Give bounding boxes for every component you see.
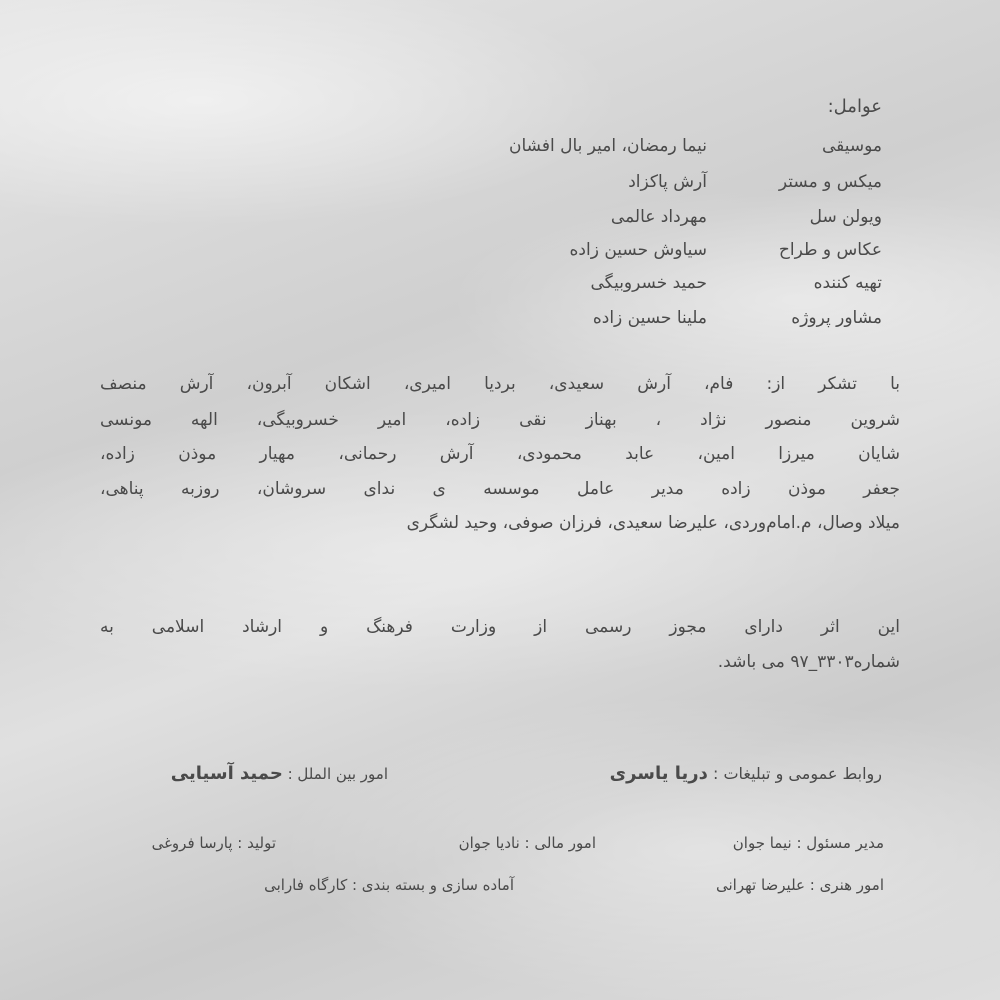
finance-credit: امور مالی : نادیا جوان xyxy=(458,834,596,852)
license-line: این اثر دارای مجوز رسمی از وزارت فرهنگ و ارشاد اسلامی به xyxy=(100,617,900,637)
intl-credit xyxy=(171,763,388,784)
credit-name: مهرداد عالمی xyxy=(610,207,707,227)
intl-label: امور بین الملل : xyxy=(287,765,388,783)
credit-role: مشاور پروژه xyxy=(791,308,882,328)
thanks-line: میلاد وصال، م.امام‌وردی، علیرضا سعیدی، فرزان صوفی، وحید لشگری xyxy=(406,513,900,533)
credit-row xyxy=(362,240,882,270)
credit-row xyxy=(362,207,882,237)
credit-row xyxy=(362,308,882,338)
pr-label: روابط عمومی و تبلیغات : xyxy=(712,764,882,783)
credit-name: ملینا حسین زاده xyxy=(592,308,707,328)
thanks-line: شایان میرزا امین، عابد محمودی، آرش رحمانی، مهیار موذن زاده، xyxy=(100,444,900,464)
credit-row xyxy=(362,136,882,166)
thanks-line: جعفر موذن زاده مدیر عامل موسسه ی ندای سروشان، روزبه پناهی، xyxy=(100,479,900,499)
credits-title: عوامل: xyxy=(827,96,882,117)
thanks-line: با تشکر از: فام، آرش سعیدی، بردیا امیری، اشکان آبرون، آرش منصف xyxy=(100,374,900,394)
credit-role: موسیقی xyxy=(821,136,882,156)
credit-name: نیما رمضان، امیر بال افشان xyxy=(509,136,707,156)
packaging-credit: آماده سازی و بسته بندی : کارگاه فارابی xyxy=(264,876,514,894)
credit-role: عکاس و طراح xyxy=(778,240,882,260)
pr-credit xyxy=(610,763,882,784)
manager-credit: مدیر مسئول : نیما جوان xyxy=(732,834,884,852)
thanks-line: شروین منصور نژاد ، بهناز نقی زاده، امیر خسروبیگی، الهه مونسی xyxy=(100,410,900,430)
credit-name: سیاوش حسین زاده xyxy=(569,240,707,260)
art-credit: امور هنری : علیرضا تهرانی xyxy=(715,876,884,894)
credit-name: آرش پاکزاد xyxy=(628,172,707,192)
credit-role: ویولن سل xyxy=(809,207,882,227)
pr-name: دریا یاسری xyxy=(609,763,708,784)
production-credit: تولید : پارسا فروغی xyxy=(151,834,276,852)
license-line: شماره۳۳۰۳_۹۷ می باشد. xyxy=(717,652,900,672)
credit-role: میکس و مستر xyxy=(778,172,882,192)
credit-row xyxy=(362,273,882,303)
credit-name: حمید خسروبیگی xyxy=(590,273,707,293)
credit-row xyxy=(362,172,882,202)
intl-name: حمید آسیایی xyxy=(170,763,283,784)
credit-role: تهیه کننده xyxy=(813,273,882,293)
